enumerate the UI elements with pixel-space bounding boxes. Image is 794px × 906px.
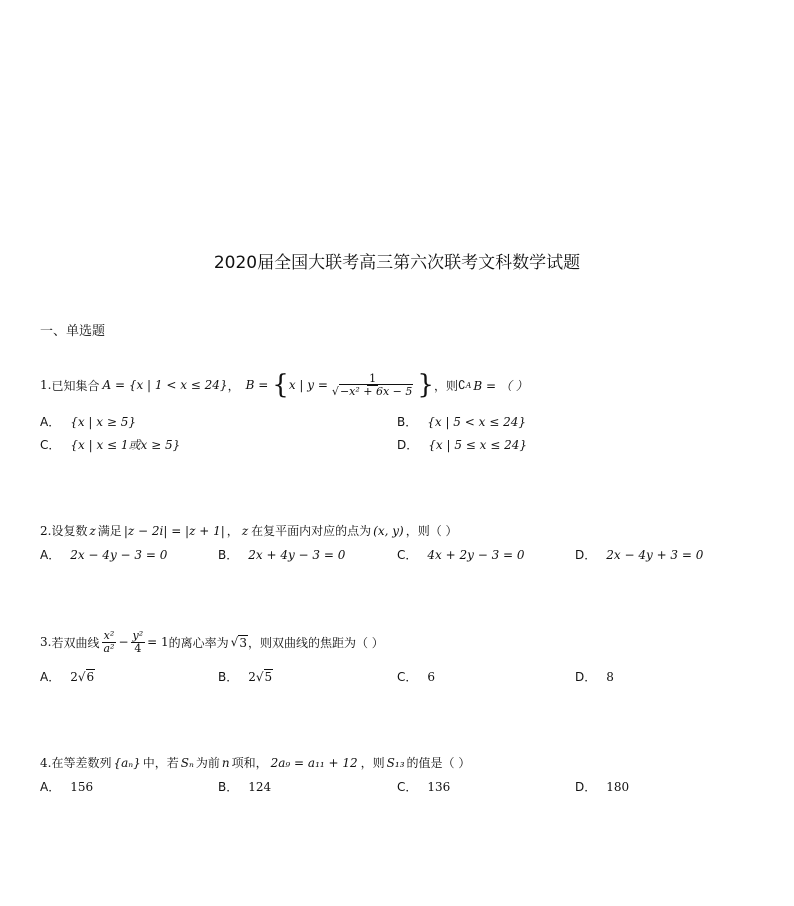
option-label: B． [218, 670, 239, 684]
question-text: ，则双曲线的焦距为（ ） [247, 635, 384, 650]
section-heading: 一、单选题 [40, 324, 106, 339]
math-expression: z [89, 523, 96, 538]
sqrt-icon: √ [255, 669, 264, 684]
option-c[interactable] [40, 436, 180, 453]
question-text: ， [226, 524, 239, 538]
option-d[interactable] [575, 778, 629, 795]
right-brace: } [417, 370, 434, 400]
fraction [101, 630, 116, 654]
fraction-denominator [330, 386, 415, 398]
option-coef: 2 [70, 669, 78, 684]
option-c[interactable] [397, 778, 450, 795]
option-b[interactable] [218, 778, 271, 795]
option-text: 156 [70, 779, 94, 794]
option-label: B． [218, 780, 239, 794]
question-text: 满足 [97, 524, 122, 538]
question-number: 4. [40, 755, 52, 770]
math-expression: (x, y) [373, 523, 404, 538]
option-label: D． [575, 780, 597, 794]
radicand: 5 [264, 670, 273, 684]
math-expression: |z − 2i| = |z + 1| [123, 523, 225, 538]
question-text: 中，若 [142, 756, 179, 770]
question-text: 已知集合 [51, 378, 100, 393]
option-label: C． [397, 670, 418, 684]
complement-symbol: ∁ [457, 378, 466, 392]
option-label: D． [397, 438, 419, 452]
option-d[interactable] [575, 668, 614, 685]
option-label: A． [40, 670, 61, 684]
question-4-stem [40, 754, 470, 771]
option-text: 6 [427, 669, 436, 684]
option-text: 2x − 4y + 3 = 0 [606, 547, 704, 562]
option-label: D． [575, 548, 597, 562]
option-text: {x | 5 < x ≤ 24} [427, 414, 526, 429]
option-label: A． [40, 415, 61, 429]
option-label: D． [575, 670, 597, 684]
fraction-numerator: y² [132, 629, 144, 642]
math-expression: z [241, 523, 249, 538]
math-expression: S₁₃ [386, 755, 405, 770]
option-d[interactable] [397, 436, 527, 453]
math-expression: = 1 [147, 635, 169, 650]
question-text: 的值是（ ） [406, 756, 471, 770]
option-b[interactable] [397, 413, 526, 430]
math-expression: 2a₉ = a₁₁ + 12 [270, 755, 358, 770]
math-expression: B = [245, 378, 269, 392]
option-a[interactable] [40, 546, 167, 563]
option-label: A． [40, 780, 61, 794]
option-label: A． [40, 548, 61, 562]
question-1-stem [40, 372, 528, 398]
question-text: 的离心率为 [168, 635, 229, 650]
question-text: ，则 [433, 378, 458, 393]
option-a[interactable] [40, 778, 93, 795]
paper-title: 2020届全国大联考高三第六次联考文科数学试题 [213, 253, 581, 273]
option-label: C． [397, 548, 418, 562]
math-expression: n [221, 755, 230, 770]
option-text: 136 [427, 779, 451, 794]
fraction-denominator: a² [103, 641, 115, 655]
option-label: C． [40, 438, 61, 452]
option-b[interactable] [218, 668, 273, 685]
question-text: 设复数 [51, 524, 88, 538]
option-a[interactable] [40, 413, 136, 430]
radicand: 3 [239, 635, 247, 650]
question-text: 在复平面内对应的点为 [251, 524, 372, 538]
radicand: 6 [86, 670, 95, 684]
option-text: 2x − 4y − 3 = 0 [70, 547, 168, 562]
math-expression: {aₙ} [113, 755, 141, 770]
option-text: {x | x ≤ 1或x ≥ 5} [70, 438, 181, 452]
question-text: B = （ ） [473, 378, 528, 393]
option-b[interactable] [218, 546, 345, 563]
option-text: {x | 5 ≤ x ≤ 24} [428, 437, 527, 452]
option-coef: 2 [248, 669, 256, 684]
sqrt-icon: √ [230, 635, 239, 650]
option-c[interactable] [397, 546, 525, 563]
left-brace: { [272, 370, 289, 400]
option-a[interactable] [40, 668, 95, 685]
question-text: ， [227, 378, 240, 393]
math-operator: − [118, 635, 129, 650]
fraction-numerator: x² [103, 629, 115, 642]
option-c[interactable] [397, 668, 435, 685]
option-text: 2x + 4y − 3 = 0 [248, 547, 346, 562]
question-number: 1. [40, 378, 52, 392]
question-text: 项和， [231, 756, 268, 770]
fraction [330, 373, 415, 397]
math-expression: Sₙ [180, 755, 194, 770]
fraction [131, 630, 146, 654]
fraction-denominator: 4 [134, 641, 142, 655]
math-expression: A = {x | 1 < x ≤ 24} [102, 378, 228, 392]
option-text: 180 [606, 779, 630, 794]
question-text: 在等差数列 [51, 756, 112, 770]
option-label: B． [218, 548, 239, 562]
question-number: 3. [40, 635, 52, 650]
question-text: 若双曲线 [51, 635, 100, 650]
fraction-numerator: 1 [369, 371, 377, 385]
radicand: −x² + 6x − 5 [339, 384, 413, 398]
option-label: C． [397, 780, 418, 794]
question-text: ，则 [360, 756, 385, 770]
option-label: B． [397, 415, 418, 429]
sqrt-icon: √ [77, 669, 86, 684]
option-text: 8 [606, 669, 614, 684]
question-text: 为前 [195, 756, 220, 770]
question-3-stem [40, 630, 384, 654]
math-expression: x | y = [288, 378, 328, 392]
option-text: 4x + 2y − 3 = 0 [427, 547, 525, 562]
option-d[interactable] [575, 546, 703, 563]
question-2-stem [40, 522, 458, 539]
option-text: {x | x ≥ 5} [70, 414, 137, 429]
option-text: 124 [248, 779, 272, 794]
question-number: 2. [40, 523, 52, 538]
question-text: ，则（ ） [405, 524, 458, 538]
sqrt-icon: √ [331, 384, 339, 398]
complement-subscript: A [465, 380, 472, 390]
